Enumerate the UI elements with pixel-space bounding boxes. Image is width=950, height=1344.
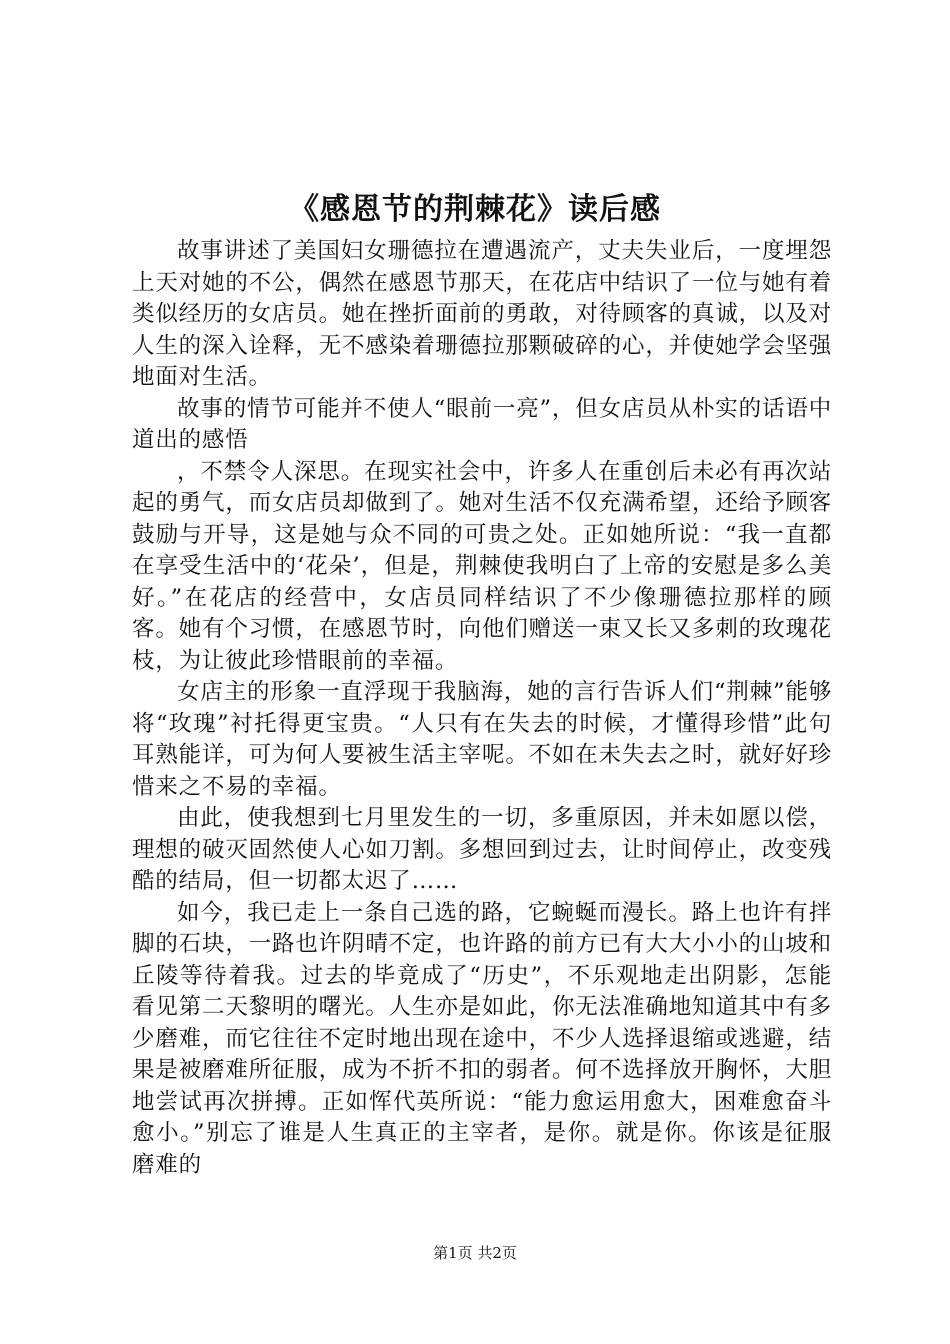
paragraph: 女店主的形象一直浮现于我脑海，她的言行告诉人们“荆棘”能够将“玫瑰”衬托得更宝贵。“人只有在失去的时候，才懂得珍惜”此句耳熟能详，可为何人要被生活主宰呢。不如在未失去之时，就好好珍惜来之不易的幸福。 bbox=[132, 679, 832, 800]
document-body bbox=[132, 236, 832, 1181]
page-footer: 第1页 共2页 bbox=[433, 1244, 517, 1262]
document-title: 《感恩节的荆棘花》读后感 bbox=[289, 192, 661, 227]
paragraph: 故事的情节可能并不使人“眼前一亮”，但女店员从朴实的话语中道出的感悟 bbox=[132, 395, 832, 453]
paragraph: 由此，使我想到七月里发生的一切，多重原因，并未如愿以偿，理想的破灭固然使人心如刀割。多想回到过去，让时间停止，改变残酷的结局，但一切都太迟了…… bbox=[132, 805, 832, 894]
paragraph: ，不禁令人深思。在现实社会中，许多人在重创后未必有再次站起的勇气，而女店员却做到了。她对生活不仅充满希望，还给予顾客鼓励与开导，这是她与众不同的可贵之处。正如她所说：“我一直都在享受生活中的‘花朵’，但是，荆棘使我明白了上帝的安慰是多么美好。”在花店的经营中，女店员同样结识了不少像珊德拉那样的顾客。她有个习惯，在感恩节时，向他们赠送一束又长又多刺的玫瑰花枝，为让彼此珍惜眼前的幸福。 bbox=[132, 458, 832, 674]
paragraph: 故事讲述了美国妇女珊德拉在遭遇流产，丈夫失业后，一度埋怨上天对她的不公，偶然在感恩节那天，在花店中结识了一位与她有着类似经历的女店员。她在挫折面前的勇敢，对待顾客的真诚，以及对人生的深入诠释，无不感染着珊德拉那颗破碎的心，并使她学会坚强地面对生活。 bbox=[132, 238, 832, 390]
paragraph: 如今，我已走上一条自己选的路，它蜿蜒而漫长。路上也许有拌脚的石块，一路也许阴晴不定，也许路的前方已有大大小小的山坡和丘陵等待着我。过去的毕竟成了“历史”，不乐观地走出阴影，怎能看见第二天黎明的曙光。人生亦是如此，你无法准确地知道其中有多少磨难，而它往往不定时地出现在途中，不少人选择退缩或逃避，结果是被磨难所征服，成为不折不扣的弱者。何不选择放开胸怀，大胆地尝试再次拼搏。正如恽代英所说：“能力愈运用愈大，困难愈奋斗愈小。”别忘了谁是人生真正的主宰者，是你。就是你。你该是征服磨难的 bbox=[132, 899, 832, 1178]
